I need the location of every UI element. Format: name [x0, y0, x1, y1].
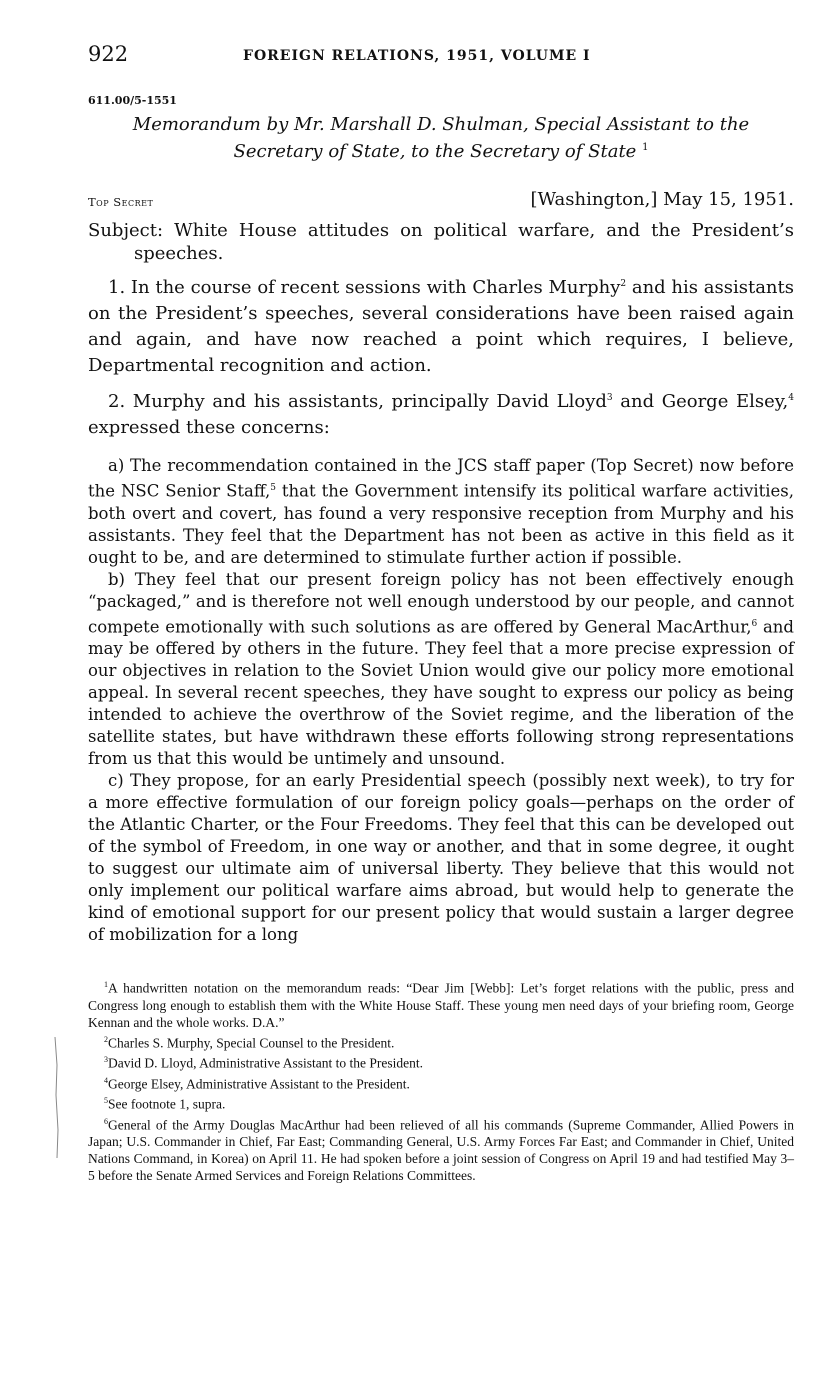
text-run: and George Elsey,	[612, 391, 789, 412]
footnote-1	[88, 976, 794, 1031]
footnote-3	[88, 1051, 794, 1072]
footnote-number: 1	[104, 980, 108, 989]
footnote-ref: 2	[620, 279, 627, 289]
margin-annotation-mark	[52, 1035, 62, 1160]
text-run: expressed these concerns:	[88, 417, 330, 438]
footnote-6	[88, 1113, 794, 1185]
meta-line	[88, 189, 794, 215]
text-run: 1. In the course of recent sessions with Charles Murphy	[108, 277, 621, 298]
text-run: b) They feel that our present foreign policy has not been effectively enough “packaged,” and is therefore not well enough understood by our people, and cannot compete emotionally with such solutions as are offered by General MacArthur,	[88, 569, 794, 636]
footnote-number: 6	[104, 1116, 108, 1126]
paragraph-a	[88, 455, 794, 569]
text-run: and his assistants on the President’s speeches, several considerations have been raised again and again, and have now reached a point which requires, I believe, Departmental recognition and action.	[88, 277, 794, 376]
footnote-number: 2	[104, 1034, 108, 1044]
footnote-number: 3	[104, 1055, 108, 1064]
footnote-ref: 6	[751, 618, 758, 629]
footnote-number: 5	[104, 1096, 108, 1105]
classification-label: Top Secret	[88, 195, 154, 209]
text-run: and may be offered by others in the future. They feel that a more precise expression of our objectives in relation to the Soviet Union would give our policy more emotional appeal. In several recent speeches, they have sought to express our policy as being intended to achieve the overthrow of the Soviet regime, and the liberation of the satellite states, but have withdrawn these efforts following strong representations from us that this would be untimely and unsound.	[88, 617, 794, 768]
page	[88, 42, 794, 1184]
running-head	[88, 42, 794, 72]
running-title: FOREIGN RELATIONS, 1951, VOLUME I	[243, 48, 591, 64]
footnote-ref: 3	[606, 393, 613, 403]
page-number: 922	[88, 42, 129, 66]
footnote-text: See footnote 1, supra.	[108, 1096, 226, 1112]
subject-line: Subject: White House attitudes on political warfare, and the President’s speeches.	[88, 220, 794, 264]
document-title	[88, 113, 794, 163]
footnote-text: General of the Army Douglas MacArthur had been relieved of all his commands (Supreme Commander, Allied Powers in Japan; U.S. Commander in Chief, Far East; Commanding General, U.S. Army Forces Far East; and Commander in Chief, United Nations Command, in Korea) on April 11. He had spoken before a joint session of Congress on April 19 and had testified May 3–5 before the Senate Armed Services and Foreign Relations Committees.	[88, 1117, 794, 1183]
paragraph-1	[88, 271, 794, 379]
footnote-5	[88, 1092, 794, 1113]
text-run: a) The recommendation contained in the JCS staff paper (Top Secret) now before the NSC Senior Staff,	[88, 456, 794, 501]
footnote-ref: 4	[788, 393, 794, 403]
footnote-number: 4	[104, 1075, 108, 1085]
text-run: 2. Murphy and his assistants, principally David Lloyd	[108, 391, 607, 412]
paragraph-b	[88, 569, 794, 771]
footnote-text: David D. Lloyd, Administrative Assistant to the President.	[108, 1055, 423, 1071]
text-run: that the Government intensify its political warfare activities, both overt and covert, has found a very responsive reception from Murphy and his assistants. They feel that the Department has not been as active in this field as it ought to be, and are determined to stimulate further action if possible.	[88, 481, 794, 567]
footnote-ref: 5	[270, 483, 276, 493]
footnote-2	[88, 1031, 794, 1052]
footnote-4	[88, 1072, 794, 1093]
title-line-1: Memorandum by Mr. Marshall D. Shulman, Special Assistant to the	[132, 114, 750, 135]
footnote-ref: 1	[642, 142, 649, 153]
footnotes	[88, 976, 794, 1184]
title-line-2: Secretary of State, to the Secretary of State	[233, 141, 637, 162]
paragraph-2	[88, 385, 794, 441]
footnote-text: Charles S. Murphy, Special Counsel to the President.	[108, 1035, 395, 1050]
footnote-text: A handwritten notation on the memorandum reads: “Dear Jim [Webb]: Let’s forget relations with the public, press and Congress long enough to establish them with the White House Staff. These young men need days of your briefing room, George Kennan and the whole works. D.A.”	[88, 980, 794, 1030]
file-number: 611.00/5-1551	[88, 94, 177, 107]
footnote-text: George Elsey, Administrative Assistant to the President.	[108, 1076, 410, 1091]
dateline: [Washington,] May 15, 1951.	[530, 189, 794, 210]
paragraph-c: c) They propose, for an early Presidential speech (possibly next week), to try for a more effective formulation of our foreign policy goals—perhaps on the order of the Atlantic Charter, or the Four Freedoms. They feel that this can be developed out of the symbol of Freedom, in one way or another, and that in some degree, it ought to suggest our ultimate aim of universal liberty. They believe that this would not only implement our political warfare aims abroad, but would help to generate the kind of emotional support for our present policy that would sustain a larger degree of mobilization for a long	[88, 771, 794, 944]
